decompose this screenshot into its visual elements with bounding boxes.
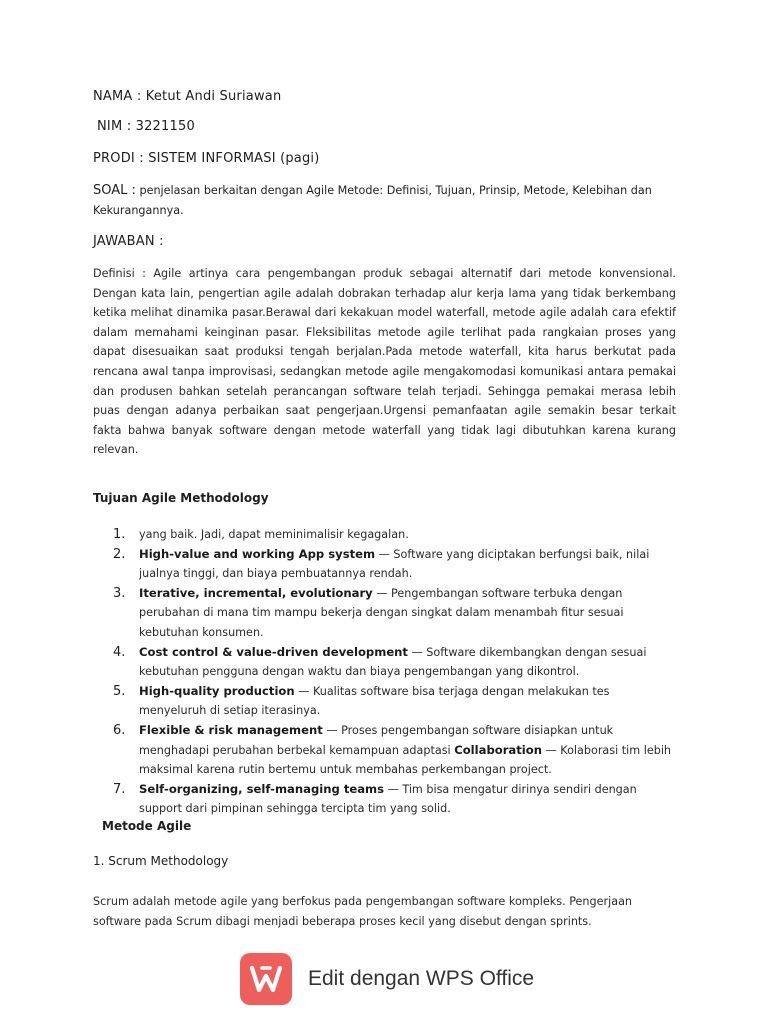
list-text: — Tim bisa mengatur dirinya sendiri dengan support dari pimpinan sehingga tercipta tim yang solid. [139, 782, 637, 816]
list-item [113, 545, 673, 584]
wps-logo-icon[interactable] [240, 953, 292, 1005]
list-text: — Proses pengembangan software disiapkan untuk menghadapi perubahan berbekal kemampuan adaptasi [139, 723, 614, 757]
metode-heading: Metode Agile [102, 819, 192, 833]
tujuan-heading: Tujuan Agile Methodology [93, 491, 269, 505]
list-item [113, 584, 673, 643]
list-item [113, 525, 673, 545]
list-item [113, 721, 673, 780]
tujuan-list [113, 525, 673, 819]
wps-edit-banner[interactable] [240, 952, 534, 1006]
list-item [113, 643, 673, 682]
soal-text: penjelasan berkaitan dengan Agile Metode: Definisi, Tujuan, Prinsip, Metode, Kelebihan dan Kekurangannya. [93, 184, 652, 217]
list-text: — Software yang diciptakan berfungsi baik, nilai jualnya tinggi, dan biaya pembuatannya rendah. [139, 547, 650, 581]
list-number: 2. [113, 546, 126, 562]
list-text: — Kualitas software bisa terjaga dengan melakukan tes menyeluruh di setiap iterasinya. [139, 684, 610, 718]
list-bold-term: Collaboration [454, 742, 542, 757]
list-item [113, 780, 673, 819]
list-text: — Kolaborasi tim lebih maksimal karena rutin bertemu untuk membahas perkembangan project. [139, 743, 672, 777]
jawaban-label: JAWABAN : [93, 234, 164, 249]
list-bold-term: Iterative, incremental, evolutionary [139, 585, 373, 600]
prodi-line: PRODI : SISTEM INFORMASI (pagi) [93, 151, 320, 166]
list-item [113, 682, 673, 721]
nim-line: NIM : 3221150 [97, 119, 195, 134]
soal-label: SOAL : [93, 183, 136, 198]
list-number: 1. [113, 527, 126, 542]
list-number: 7. [113, 781, 126, 797]
list-text: — Pengembangan software terbuka dengan perubahan di mana tim mampu bekerja dengan singkat dalam menambah fitur sesuai kebutuhan konsumen. [139, 586, 624, 639]
nama-line: NAMA : Ketut Andi Suriawan [93, 89, 282, 104]
list-text: yang baik. Jadi, dapat meminimalisir kegagalan. [139, 528, 409, 541]
wps-edit-link[interactable]: Edit dengan WPS Office [308, 967, 535, 990]
list-text: — Software dikembangkan dengan sesuai kebutuhan pengguna dengan waktu dan biaya pengembangan yang dikontrol. [139, 645, 647, 679]
list-number: 6. [113, 722, 126, 738]
scrum-title: 1. Scrum Methodology [93, 854, 229, 868]
definisi-paragraph: Definisi : Agile artinya cara pengembangan produk sebagai alternatif dari metode konvensional. Dengan kata lain, pengertian agile adalah dobrakan terhadap alur kerja lama yang tidak berkembang ketika melihat dinamika pasar.Berawal dari kekakuan model waterfall, metode agile adalah cara efektif dalam memahami keinginan pasar. Fleksibilitas metode agile terlihat pada rangkaian proses yang dapat disesuaikan saat produksi tengah berjalan.Pada metode waterfall, kita harus berkutat pada rencana awal tanpa improvisasi, sedangkan metode agile mengakomodasi komunikasi antara pemakai dan produsen bahkan setelah perancangan software telah terjadi. Sehingga pemakai merasa lebih puas dengan adanya perbaikan saat pengerjaan.Urgensi pemanfaatan agile semakin besar terkait fakta bahwa banyak software dengan metode waterfall yang tidak lagi dibutuhkan karena kurang relevan. [93, 267, 676, 457]
list-number: 3. [113, 585, 126, 601]
soal-block [93, 181, 653, 220]
scrum-paragraph: Scrum adalah metode agile yang berfokus pada pengembangan software kompleks. Pengerjaan software pada Scrum dibagi menjadi beberapa proses kecil yang disebut dengan sprints. [93, 895, 633, 928]
list-bold-term: Flexible & risk management [139, 722, 323, 737]
list-bold-term: Cost control & value-driven development [139, 644, 408, 659]
list-number: 5. [113, 683, 126, 699]
list-bold-term: High-value and working App system [139, 546, 376, 561]
list-bold-term: High-quality production [139, 683, 295, 698]
list-bold-term: Self-organizing, self-managing teams [139, 781, 385, 796]
list-number: 4. [113, 644, 126, 660]
